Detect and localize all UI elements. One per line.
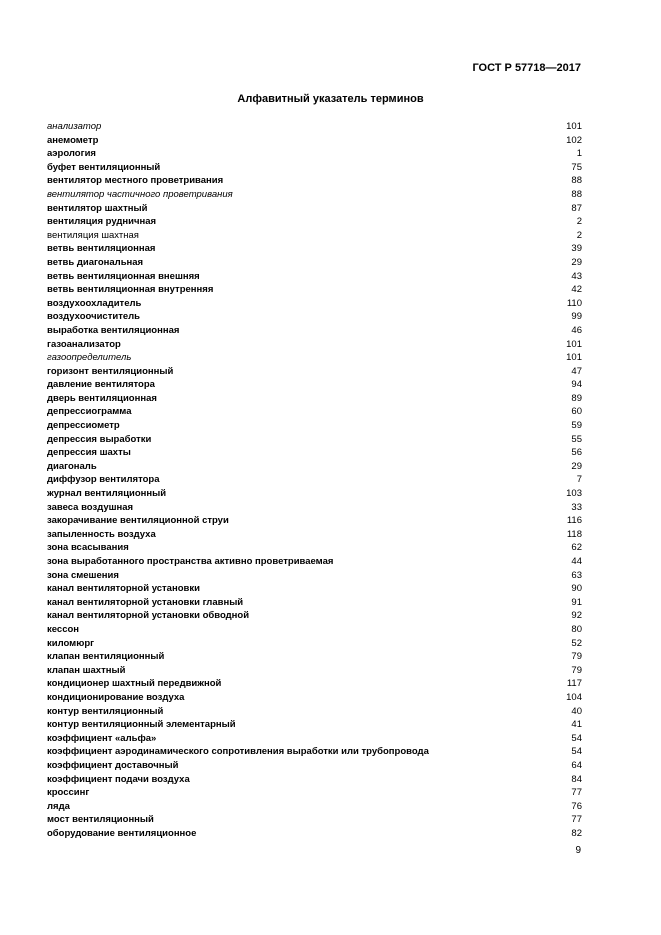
index-page-ref: 2 (576, 229, 582, 241)
index-term: канал вентиляторной установки главный (47, 596, 244, 608)
index-page-ref: 102 (566, 134, 582, 146)
index-term: клапан вентиляционный (47, 651, 165, 663)
index-page-ref: 77 (571, 814, 582, 826)
index-term: анализатор (47, 121, 102, 132)
index-entry (47, 338, 582, 352)
index-entry (47, 800, 582, 814)
index-entry (47, 813, 582, 827)
index-term: вентилятор местного проветривания (47, 175, 224, 187)
index-entry (47, 120, 582, 134)
index-term: ветвь вентиляционная (47, 243, 156, 255)
index-entry (47, 405, 582, 419)
index-page-ref: 29 (571, 460, 582, 472)
index-entry (47, 555, 582, 569)
index-term: закорачивание вентиляционной струи (47, 515, 229, 527)
index-entry (47, 229, 582, 243)
index-term: клапан шахтный (47, 664, 126, 676)
index-entry (47, 351, 582, 365)
index-term: диагональ (47, 460, 97, 472)
index-page-ref: 75 (571, 161, 582, 173)
index-page-ref: 87 (571, 202, 582, 214)
index-entry (47, 786, 582, 800)
index-entry (47, 718, 582, 732)
index-page-ref: 79 (571, 664, 582, 676)
index-term: журнал вентиляционный (47, 488, 167, 500)
index-page-ref: 63 (571, 569, 582, 581)
index-page-ref: 59 (571, 420, 582, 432)
index-entry (47, 161, 582, 175)
index-page-ref: 76 (571, 800, 582, 812)
index-page-ref: 39 (571, 243, 582, 255)
index-entry (47, 623, 582, 637)
index-entry (47, 365, 582, 379)
index-entry (47, 378, 582, 392)
index-entry (47, 460, 582, 474)
index-entry (47, 419, 582, 433)
index-term: зона выработанного пространства активно проветриваемая (47, 556, 334, 567)
index-title: Алфавитный указатель терминов (237, 93, 424, 105)
index-page-ref: 91 (571, 596, 582, 608)
index-page-ref: 33 (571, 501, 582, 513)
index-entry (47, 147, 582, 161)
index-term: депрессия шахты (47, 447, 131, 459)
index-term: ветвь вентиляционная внутренняя (47, 284, 214, 296)
index-entry (47, 773, 582, 787)
index-entry (47, 174, 582, 188)
index-term: выработка вентиляционная (47, 324, 180, 336)
index-page-ref: 46 (571, 324, 582, 336)
index-entry (47, 759, 582, 773)
index-entry (47, 582, 582, 596)
index-entry (47, 242, 582, 256)
index-term: киломюрг (47, 637, 95, 649)
index-entry (47, 609, 582, 623)
index-term: контур вентиляционный элементарный (47, 719, 236, 731)
index-entry (47, 501, 582, 515)
index-entry (47, 637, 582, 651)
index-term: давление вентилятора (47, 379, 155, 391)
index-entry (47, 188, 582, 202)
index-term: кондиционирование воздуха (47, 691, 185, 703)
index-entry (47, 134, 582, 148)
index-page-ref: 79 (571, 651, 582, 663)
index-entry (47, 324, 582, 338)
index-entry (47, 270, 582, 284)
index-entry (47, 256, 582, 270)
index-term: коэффициент доставочный (47, 759, 179, 771)
index-page-ref: 7 (576, 474, 582, 486)
index-page-ref: 2 (576, 216, 582, 228)
index-term: дверь вентиляционная (47, 392, 157, 404)
index-entry (47, 541, 582, 555)
index-term: вентиляция рудничная (47, 216, 157, 228)
index-entry (47, 745, 582, 759)
index-term: оборудование вентиляционное (47, 827, 197, 839)
index-entry (47, 596, 582, 610)
index-term: вентиляция шахтная (47, 229, 139, 241)
index-page-ref: 40 (571, 705, 582, 717)
index-page-ref: 99 (571, 311, 582, 323)
index-term: ветвь диагональная (47, 256, 144, 268)
index-page-ref: 62 (571, 542, 582, 554)
index-page-ref: 82 (571, 827, 582, 839)
index-term: депрессиометр (47, 420, 120, 432)
index-term: воздухоохладитель (47, 297, 142, 309)
index-term: ветвь вентиляционная внешняя (47, 270, 200, 282)
index-page-ref: 80 (571, 623, 582, 635)
index-page-ref: 29 (571, 256, 582, 268)
index-entry (47, 732, 582, 746)
index-entry (47, 215, 582, 229)
index-term: зона смешения (47, 569, 119, 581)
index-term: горизонт вентиляционный (47, 365, 174, 377)
index-entry (47, 433, 582, 447)
index-term: депрессия выработки (47, 433, 152, 445)
index-page-ref: 77 (571, 787, 582, 799)
index-page-ref: 103 (566, 488, 582, 500)
index-page-ref: 56 (571, 447, 582, 459)
index-term: ляда (47, 800, 70, 812)
index-page-ref: 118 (566, 528, 582, 540)
index-term: контур вентиляционный (47, 705, 164, 717)
index-term: мост вентиляционный (47, 814, 154, 826)
index-page-ref: 1 (576, 148, 582, 160)
index-term: депрессиограмма (47, 406, 132, 418)
index-page-ref: 64 (571, 759, 582, 771)
index-page-ref: 110 (566, 297, 582, 309)
index-page-ref: 43 (571, 270, 582, 282)
index-page-ref: 52 (571, 637, 582, 649)
index-term: диффузор вентилятора (47, 474, 160, 486)
index-entry (47, 528, 582, 542)
index-entry (47, 446, 582, 460)
index-term: запыленность воздуха (47, 528, 156, 540)
index-term: канал вентиляторной установки обводной (47, 610, 250, 622)
index-page-ref: 54 (571, 732, 582, 744)
index-page-ref: 89 (571, 392, 582, 404)
index-page-ref: 116 (566, 515, 582, 527)
index-page-ref: 90 (571, 583, 582, 595)
index-page-ref: 41 (571, 719, 582, 731)
index-page-ref: 101 (566, 352, 582, 364)
term-index-list (47, 120, 582, 840)
index-term: коэффициент аэродинамического сопротивления выработки или трубопровода (47, 746, 429, 758)
index-entry (47, 650, 582, 664)
index-page-ref: 84 (571, 773, 582, 785)
index-term: вентилятор частичного проветривания (47, 188, 233, 200)
index-page-ref: 117 (566, 678, 582, 690)
index-page-ref: 94 (571, 379, 582, 391)
index-page-ref: 88 (571, 188, 582, 200)
index-entry (47, 705, 582, 719)
index-page-ref: 101 (566, 338, 582, 350)
document-code: ГОСТ Р 57718—2017 (472, 62, 581, 74)
index-term: газоопределитель (47, 352, 132, 364)
index-term: кондиционер шахтный передвижной (47, 678, 222, 690)
index-entry (47, 473, 582, 487)
index-page-ref: 47 (571, 365, 582, 377)
index-term: коэффициент «альфа» (47, 732, 157, 744)
index-entry (47, 487, 582, 501)
index-entry (47, 283, 582, 297)
index-entry (47, 664, 582, 678)
index-page-ref: 42 (571, 284, 582, 296)
index-term: газоанализатор (47, 338, 121, 350)
index-term: канал вентиляторной установки (47, 583, 200, 595)
index-term: буфет вентиляционный (47, 161, 161, 173)
index-term: аэрология (47, 148, 96, 160)
index-page-ref: 88 (571, 175, 582, 187)
index-entry (47, 514, 582, 528)
index-entry (47, 827, 582, 841)
index-page-ref: 101 (566, 121, 582, 132)
index-entry (47, 691, 582, 705)
index-entry (47, 392, 582, 406)
index-page-ref: 54 (571, 746, 582, 758)
page-number: 9 (575, 845, 581, 856)
index-term: вентилятор шахтный (47, 202, 148, 214)
index-entry (47, 297, 582, 311)
index-term: зона всасывания (47, 542, 129, 554)
index-entry (47, 677, 582, 691)
index-term: кессон (47, 623, 80, 635)
index-term: воздухоочиститель (47, 311, 141, 323)
index-page-ref: 92 (571, 610, 582, 622)
index-term: кроссинг (47, 787, 90, 799)
index-page-ref: 60 (571, 406, 582, 418)
index-entry (47, 202, 582, 216)
index-term: анемометр (47, 134, 99, 146)
index-term: коэффициент подачи воздуха (47, 773, 190, 785)
index-entry (47, 310, 582, 324)
index-entry (47, 569, 582, 583)
index-page-ref: 44 (571, 556, 582, 567)
index-page-ref: 104 (566, 691, 582, 703)
index-term: завеса воздушная (47, 501, 134, 513)
index-page-ref: 55 (571, 433, 582, 445)
